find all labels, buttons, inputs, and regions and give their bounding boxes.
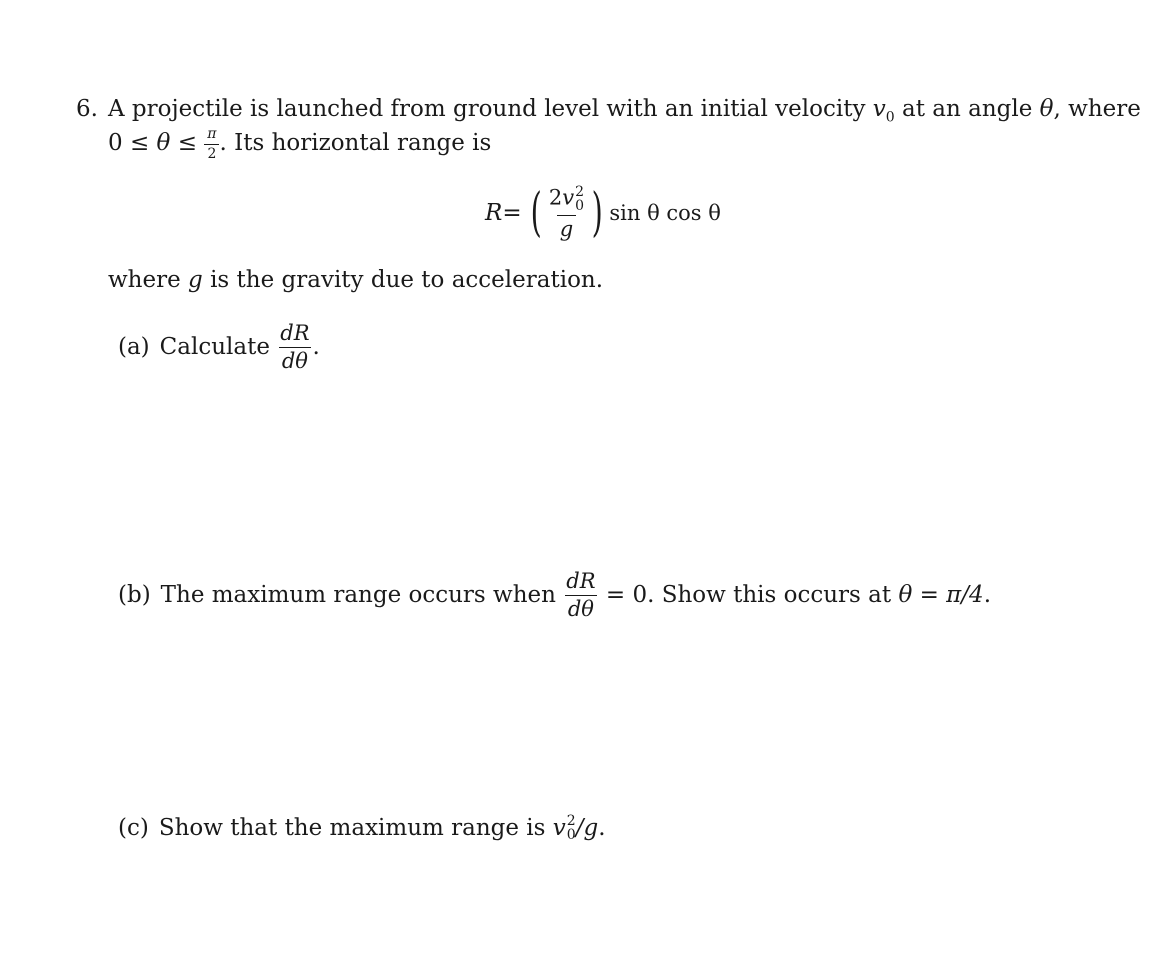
part-a-denominator: dθ [279,347,311,372]
problem-intro-line2 [108,127,491,161]
formula-lhs: R [485,200,503,226]
theta-variable: θ [1039,96,1054,122]
pi-over-two-fraction [204,127,219,161]
formula-fraction [546,185,587,240]
formula-num-sub: 0 [575,198,585,215]
part-c-text: Show that the maximum range is [158,815,553,841]
part-a-numerator: dR [280,321,310,346]
pi-numerator: π [207,126,217,142]
v0-subscript: 0 [885,109,895,126]
part-a-label: (a) [118,334,150,360]
part-a-text: Calculate [159,334,278,360]
gravity-line [108,267,603,293]
part-c-end: . [598,815,606,841]
part-b-fraction [563,570,598,619]
part-a-end: . [312,334,320,360]
part-b-result: θ = π/4 [898,582,984,608]
formula-num-var: v [562,185,575,210]
part-a-fraction [277,322,312,371]
problem-intro-line1 [108,96,1141,126]
part-c-tail: /g [575,815,599,841]
part-b-label: (b) [118,582,151,608]
range-condition-theta: θ [156,130,171,157]
gravity-variable: g [188,267,203,293]
range-formula [485,178,721,248]
part-a [118,316,320,378]
gravity-text-b: is the gravity due to acceleration. [202,267,604,293]
intro-text-b: at an angle [894,96,1040,122]
part-b-denominator: dθ [565,595,597,620]
gravity-text-a: where [108,267,189,293]
range-condition-mid: ≤ [170,130,205,157]
part-b [118,564,991,626]
part-c-sup: 2 [566,813,576,829]
two-denominator: 2 [204,144,219,162]
right-paren: ) [591,183,603,243]
intro-text-a: A projectile is launched from ground level with an initial velocity [108,96,873,122]
formula-denominator: g [557,215,576,240]
formula-num-supsub [575,185,584,213]
formula-numerator [546,185,587,215]
part-c-sub: 0 [566,827,576,843]
part-b-numerator: dR [566,569,596,594]
part-b-end: . [983,582,991,608]
formula-trig: sin θ cos θ [609,201,721,225]
part-c-label: (c) [118,815,149,841]
formula-equals: = [502,200,522,226]
intro-text-c: , where [1053,96,1141,122]
part-b-text: The maximum range occurs when [160,582,564,608]
formula-num-exp: 2 [575,184,585,201]
problem-number: 6. [76,96,98,122]
range-condition-left: 0 ≤ [108,130,157,157]
part-c [118,814,606,842]
part-b-text-after: = 0. Show this occurs at [598,582,899,608]
left-paren: ( [530,183,542,243]
formula-num-coef: 2 [548,185,563,210]
intro-line2-end: . Its horizontal range is [219,130,492,157]
part-c-variable: v [552,815,566,841]
v0-variable: v [872,96,886,122]
part-c-supsub [567,814,576,842]
